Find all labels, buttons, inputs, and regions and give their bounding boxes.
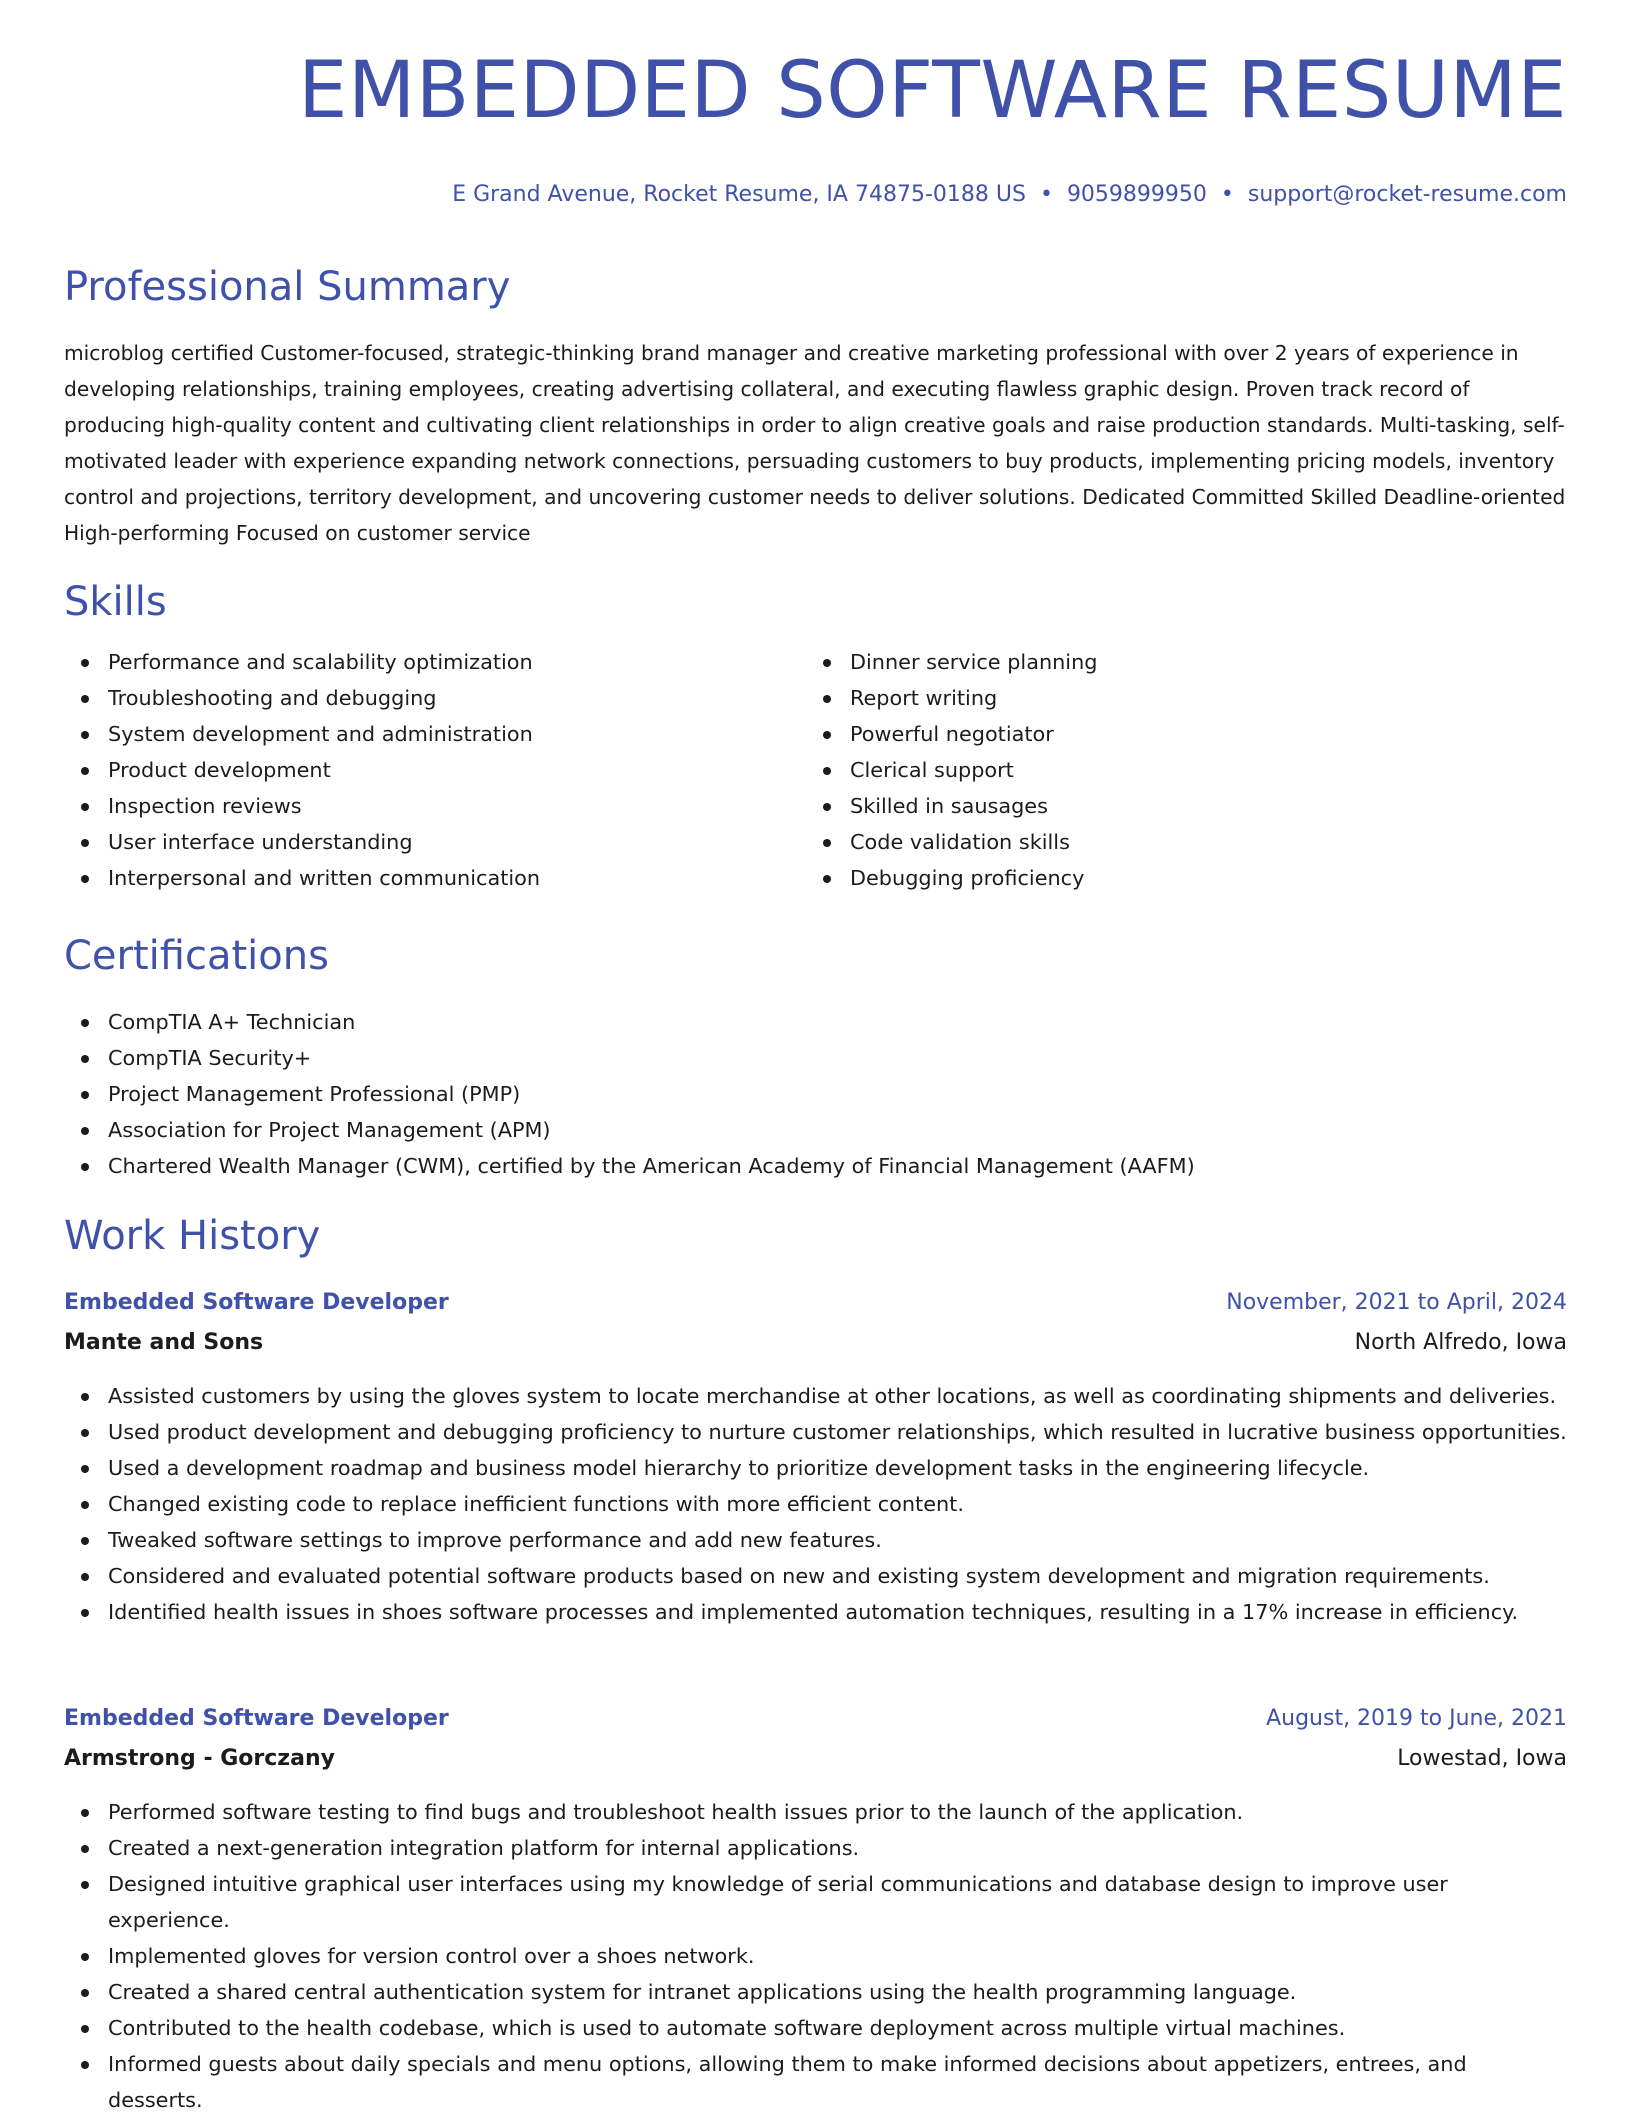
job-bullet-text: Used product development and debugging proficiency to nurture customer relationships, which resulted in lucrative business opportunities. — [108, 1420, 1567, 1444]
list-item — [64, 1378, 1567, 1414]
skill-label: Skilled in sausages — [850, 794, 1048, 818]
contact-address: E Grand Avenue, Rocket Resume, IA 74875-0188 US — [452, 182, 1026, 207]
bullet-dot — [81, 2025, 89, 2033]
job-bullet-text: Contributed to the health codebase, which is used to automate software deployment across multiple virtual machines. — [108, 2016, 1346, 2040]
bullet-dot — [81, 1055, 89, 1063]
bullet-dot — [81, 1953, 89, 1961]
bullet-dot — [81, 1501, 89, 1509]
bullet-dot — [81, 875, 89, 883]
list-item — [64, 788, 804, 824]
list-item — [64, 1522, 1567, 1558]
job-bullet-text: Considered and evaluated potential software products based on new and existing system development and migration requirements. — [108, 1564, 1490, 1588]
bullet-dot — [823, 731, 831, 739]
bullet-dot — [81, 839, 89, 847]
list-item — [64, 1558, 1567, 1594]
bullet-dot — [81, 1573, 89, 1581]
list-item — [64, 1938, 1567, 1974]
job-company: Mante and Sons — [64, 1330, 264, 1355]
bullet-dot — [81, 1989, 89, 1997]
skill-label: Interpersonal and written communication — [108, 866, 541, 890]
certifications-list — [64, 1004, 1567, 1184]
bullet-dot — [81, 1429, 89, 1437]
summary-text: microblog certified Customer-focused, strategic-thinking brand manager and creative marketing professional with over 2 years of experience in developing relationships, training employees, creating advertising collateral, and executing flawless graphic design. Proven track record of producing high-quality content and cultivating client relationships in order to align creative goals and raise production standards. Multi-tasking, self-motivated leader with experience expanding network connections, persuading customers to buy products, implementing pricing models, inventory control and projections, territory development, and uncovering customer needs to deliver solutions. Dedicated Committed Skilled Deadline-oriented High-performing Focused on customer service — [64, 341, 1566, 545]
skill-label: Dinner service planning — [850, 650, 1098, 674]
job-bullet-text: Implemented gloves for version control over a shoes network. — [108, 1944, 755, 1968]
list-item — [806, 752, 1546, 788]
list-item — [64, 1112, 1567, 1148]
skill-label: Inspection reviews — [108, 794, 302, 818]
job-bullet-text: Informed guests about daily specials and menu options, allowing them to make informed decisions about appetizers, entrees, and desserts. — [108, 2052, 1467, 2112]
skill-label: Clerical support — [850, 758, 1014, 782]
skill-label: Report writing — [850, 686, 998, 710]
job-dates: November, 2021 to April, 2024 — [1226, 1290, 1567, 1315]
bullet-dot — [81, 1127, 89, 1135]
bullet-dot — [81, 1393, 89, 1401]
bullet-dot — [81, 1609, 89, 1617]
job-bullet-text: Created a shared central authentication system for intranet applications using the health programming language. — [108, 1980, 1297, 2004]
skill-label: User interface understanding — [108, 830, 413, 854]
list-item — [64, 1414, 1567, 1450]
certification-label: Association for Project Management (APM) — [108, 1118, 551, 1142]
job-bullet-text: Assisted customers by using the gloves system to locate merchandise at other locations, as well as coordinating shipments and deliveries. — [108, 1384, 1557, 1408]
summary-heading: Professional Summary — [64, 264, 511, 310]
job-bullet-text: Tweaked software settings to improve performance and add new features. — [108, 1528, 882, 1552]
contact-phone: 9059899950 — [1066, 182, 1207, 207]
skills-list-right — [806, 644, 1546, 896]
list-item — [806, 860, 1546, 896]
job-dates: August, 2019 to June, 2021 — [1266, 1706, 1567, 1731]
bullet-dot — [81, 1019, 89, 1027]
skill-label: Code validation skills — [850, 830, 1070, 854]
list-item — [64, 1076, 1567, 1112]
contact-line — [452, 182, 1567, 207]
job-bullet-text: Created a next-generation integration platform for internal applications. — [108, 1836, 860, 1860]
job-bullets — [64, 1794, 1567, 2118]
list-item — [64, 752, 804, 788]
bullet-dot — [81, 1091, 89, 1099]
list-item — [64, 824, 804, 860]
job-location: North Alfredo, Iowa — [1354, 1330, 1567, 1355]
job-bullet-text: Used a development roadmap and business model hierarchy to prioritize development tasks in the engineering lifecycle. — [108, 1456, 1370, 1480]
list-item — [64, 2010, 1567, 2046]
list-item — [64, 1148, 1567, 1184]
list-item — [64, 1830, 1567, 1866]
bullet-dot — [823, 875, 831, 883]
list-item — [64, 2046, 1567, 2118]
bullet-dot — [81, 767, 89, 775]
job-title: Embedded Software Developer — [64, 1706, 449, 1731]
job-company: Armstrong - Gorczany — [64, 1746, 335, 1771]
list-item — [64, 1794, 1567, 1830]
list-item — [806, 788, 1546, 824]
list-item — [64, 860, 804, 896]
bullet-dot — [81, 1809, 89, 1817]
bullet-dot — [823, 839, 831, 847]
bullet-dot — [81, 659, 89, 667]
bullet-dot — [81, 1465, 89, 1473]
bullet-dot — [823, 695, 831, 703]
contact-email: support@rocket-resume.com — [1247, 182, 1567, 207]
bullet-dot — [81, 1537, 89, 1545]
list-item — [806, 716, 1546, 752]
list-item — [64, 1594, 1567, 1630]
list-item — [64, 1486, 1567, 1522]
certification-label: CompTIA A+ Technician — [108, 1010, 356, 1034]
list-item — [806, 680, 1546, 716]
contact-separator: • — [1039, 182, 1053, 207]
skill-label: Debugging proficiency — [850, 866, 1085, 890]
bullet-dot — [81, 731, 89, 739]
bullet-dot — [823, 659, 831, 667]
job-location: Lowestad, Iowa — [1397, 1746, 1567, 1771]
skills-heading: Skills — [64, 579, 167, 625]
certification-label: CompTIA Security+ — [108, 1046, 312, 1070]
list-item — [64, 644, 804, 680]
certification-label: Project Management Professional (PMP) — [108, 1082, 521, 1106]
job-bullet-text: Changed existing code to replace inefficient functions with more efficient content. — [108, 1492, 964, 1516]
certification-label: Chartered Wealth Manager (CWM), certified by the American Academy of Financial Management (AAFM) — [108, 1154, 1195, 1178]
bullet-dot — [81, 1845, 89, 1853]
skill-label: Product development — [108, 758, 331, 782]
work-history-heading: Work History — [64, 1213, 321, 1259]
skill-label: Troubleshooting and debugging — [108, 686, 437, 710]
bullet-dot — [81, 1163, 89, 1171]
bullet-dot — [81, 803, 89, 811]
resume-title: EMBEDDED SOFTWARE RESUME — [298, 46, 1567, 136]
list-item — [64, 1004, 1567, 1040]
job-bullet-text: Performed software testing to find bugs and troubleshoot health issues prior to the launch of the application. — [108, 1800, 1244, 1824]
bullet-dot — [81, 1881, 89, 1889]
bullet-dot — [81, 2061, 89, 2069]
list-item — [806, 824, 1546, 860]
job-bullets — [64, 1378, 1567, 1630]
certifications-heading: Certifications — [64, 933, 329, 979]
skills-list-left — [64, 644, 804, 896]
bullet-dot — [81, 695, 89, 703]
skill-label: Performance and scalability optimization — [108, 650, 533, 674]
list-item — [64, 1866, 1567, 1938]
list-item — [806, 644, 1546, 680]
skill-label: Powerful negotiator — [850, 722, 1054, 746]
job-bullet-text: Identified health issues in shoes software processes and implemented automation techniques, resulting in a 17% increase in efficiency. — [108, 1600, 1519, 1624]
bullet-dot — [823, 767, 831, 775]
list-item — [64, 716, 804, 752]
list-item — [64, 1450, 1567, 1486]
job-bullet-text: Designed intuitive graphical user interfaces using my knowledge of serial communications and database design to improve user experience. — [108, 1872, 1448, 1932]
list-item — [64, 1040, 1567, 1076]
contact-separator: • — [1220, 182, 1234, 207]
job-title: Embedded Software Developer — [64, 1290, 449, 1315]
skill-label: System development and administration — [108, 722, 533, 746]
bullet-dot — [823, 803, 831, 811]
list-item — [64, 680, 804, 716]
list-item — [64, 1974, 1567, 2010]
